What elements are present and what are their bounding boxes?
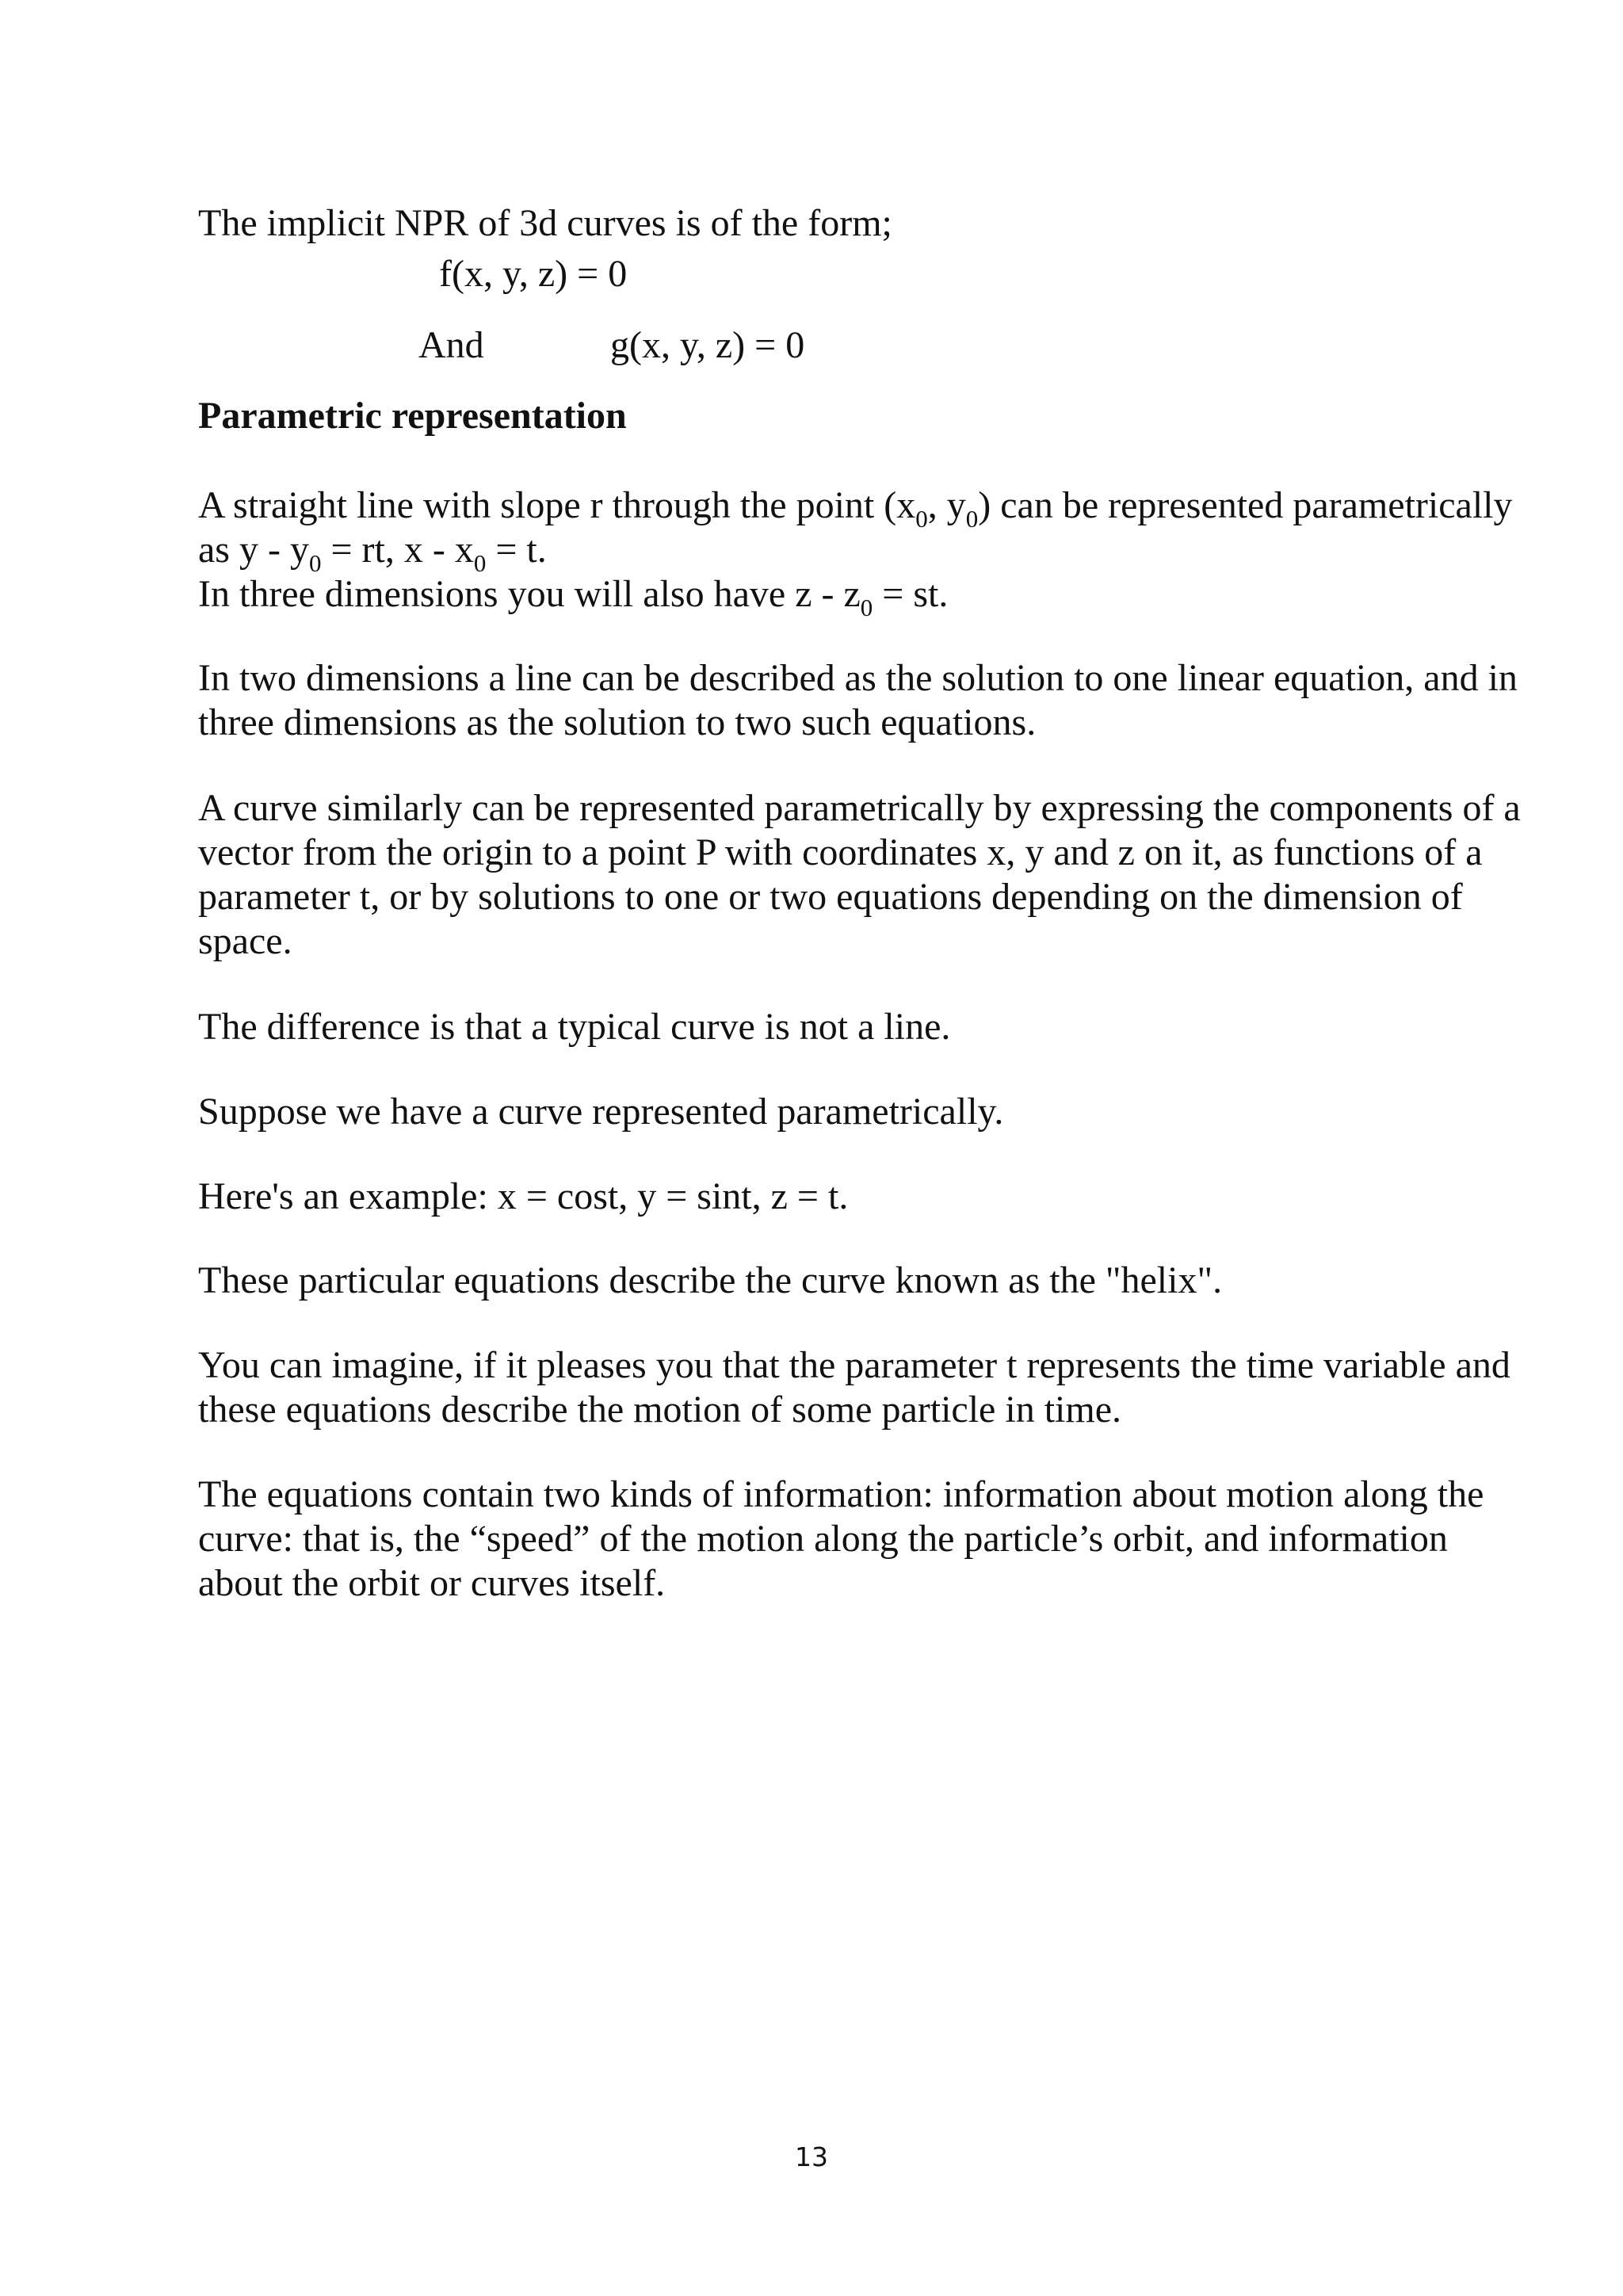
paragraph-8-line-1: The equations contain two kinds of information: information about motion along the	[198, 1473, 1484, 1515]
paragraph-7-line-2: these equations describe the motion of some particle in time.	[198, 1389, 1122, 1431]
paragraph-2-line-4: space.	[198, 920, 292, 962]
paragraph-1-line-1: In two dimensions a line can be described as the solution to one linear equation, and in	[198, 657, 1518, 699]
paragraph-1-line-2: three dimensions as the solution to two such equations.	[198, 701, 1037, 743]
and-label: And	[418, 324, 484, 366]
intro-line: The implicit NPR of 3d curves is of the form;	[198, 202, 892, 244]
paragraph-2-line-1: A curve similarly can be represented parametrically by expressing the components of a	[198, 787, 1521, 829]
equation-f: f(x, y, z) = 0	[439, 253, 628, 295]
paragraph-2-line-3: parameter t, or by solutions to one or two equations depending on the dimension of	[198, 876, 1463, 918]
line-para-line-3: In three dimensions you will also have z - $z_0$ = st.	[198, 573, 949, 621]
paragraph-4: Suppose we have a curve represented parametrically.	[198, 1091, 1004, 1133]
paragraph-7-line-1: You can imagine, if it pleases you that the parameter t represents the time variable and	[198, 1344, 1510, 1386]
paragraph-2-line-2: vector from the origin to a point P with coordinates x, y and z on it, as functions of a	[198, 831, 1483, 873]
paragraph-8-line-3: about the orbit or curves itself.	[198, 1562, 666, 1604]
section-heading: Parametric representation	[198, 395, 627, 437]
paragraph-8-line-2: curve: that is, the “speed” of the motion along the particle’s orbit, and information	[198, 1518, 1448, 1560]
line-para-line-2: as y - $y_0$ = rt, $x - x_0 = t$.	[198, 529, 547, 577]
paragraph-6: These particular equations describe the curve known as the "helix".	[198, 1259, 1223, 1301]
paragraph-3: The difference is that a typical curve is not a line.	[198, 1006, 951, 1048]
equation-g: g(x, y, z) = 0	[610, 324, 805, 366]
line-para-line-1: A straight line with slope r through the point ($x_0$, $y_0$) can be represented parametrically	[198, 484, 1513, 533]
paragraph-5: Here's an example: x = cost, y = sint, z = t.	[198, 1175, 849, 1217]
page-number: 13	[795, 2141, 828, 2172]
